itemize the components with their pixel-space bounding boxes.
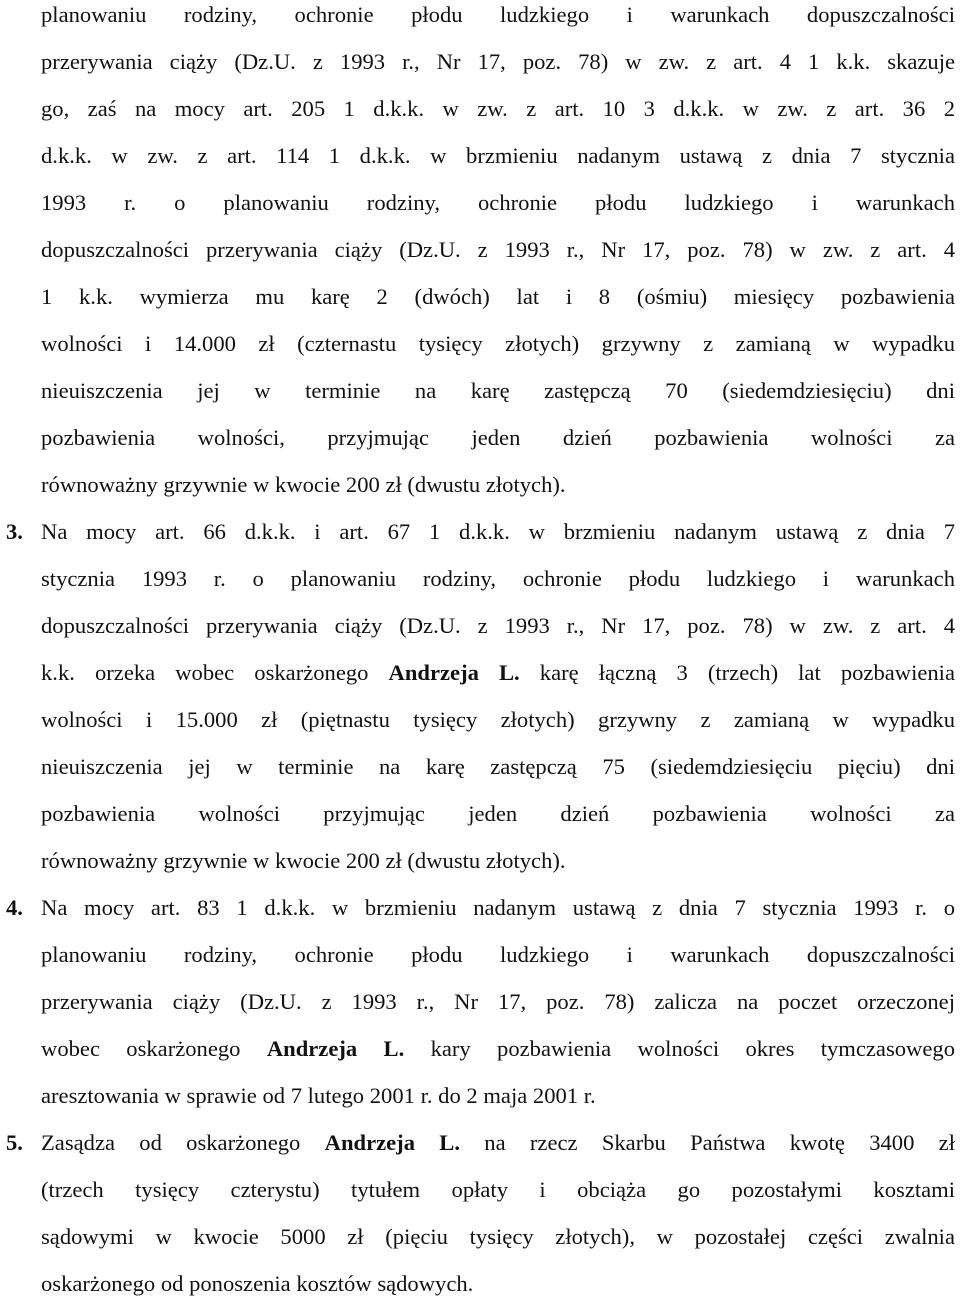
item-number: 3. [6,519,23,544]
text-line [41,1081,955,1111]
line-text: stycznia 1993 r. o planowaniu rodziny, ochronie płodu ludzkiego i warunkach [41,566,955,591]
text-line [41,329,955,359]
line-text: oskarżonego od ponoszenia kosztów sądowych. [41,1271,474,1296]
text-line [41,611,955,641]
line-text: wolności i 15.000 zł (piętnastu tysięcy złotych) grzywny z zamianą w wypadku [41,707,955,732]
line-text: Na mocy art. 83 1 d.k.k. w brzmieniu nadanym ustawą z dnia 7 stycznia 1993 r. o [41,895,955,920]
item-number: 5. [6,1130,23,1155]
text-line [41,987,955,1017]
line-text: równoważny grzywnie w kwocie 200 zł (dwustu złotych). [41,848,566,873]
text-line [41,658,955,688]
line-text: przerywania ciąży (Dz.U. z 1993 r., Nr 17, poz. 78) w zw. z art. 4 1 k.k. skazuje [41,49,955,74]
text-line [41,1222,955,1252]
text-line [41,1175,955,1205]
text-line [41,752,955,782]
line-text: pozbawienia wolności przyjmując jeden dzień pozbawienia wolności za [41,801,955,826]
text-line [41,1034,955,1064]
line-text: (trzech tysięcy czterystu) tytułem opłaty i obciąża go pozostałymi kosztami [41,1177,955,1202]
line-text: k.k. orzeka wobec oskarżonego [41,660,389,685]
text-line [41,141,955,171]
text-line [41,1128,955,1158]
text-line [41,564,955,594]
line-text: planowaniu rodziny, ochronie płodu ludzkiego i warunkach dopuszczalności [41,2,955,27]
text-line [41,94,955,124]
text-line [41,235,955,265]
text-line [41,799,955,829]
line-text: na rzecz Skarbu Państwa kwotę 3400 zł [460,1130,955,1155]
line-text: kary pozbawienia wolności okres tymczasowego [404,1036,955,1061]
text-line [41,517,955,547]
line-text: Zasądza od oskarżonego [41,1130,325,1155]
line-text: d.k.k. w zw. z art. 114 1 d.k.k. w brzmieniu nadanym ustawą z dnia 7 stycznia [41,143,955,168]
text-line [41,940,955,970]
line-text: 1 k.k. wymierza mu karę 2 (dwóch) lat i 8 (ośmiu) miesięcy pozbawienia [41,284,955,309]
line-text: pozbawienia wolności, przyjmując jeden dzień pozbawienia wolności za [41,425,955,450]
line-text: sądowymi w kwocie 5000 zł (pięciu tysięcy złotych), w pozostałej części zwalnia [41,1224,955,1249]
line-text: nieuiszczenia jej w terminie na karę zastępczą 75 (siedemdziesięciu pięciu) dni [41,754,955,779]
line-text: planowaniu rodziny, ochronie płodu ludzkiego i warunkach dopuszczalności [41,942,955,967]
line-text: nieuiszczenia jej w terminie na karę zastępczą 70 (siedemdziesięciu) dni [41,378,955,403]
line-text: dopuszczalności przerywania ciąży (Dz.U. z 1993 r., Nr 17, poz. 78) w zw. z art. 4 [41,613,955,638]
line-text: wolności i 14.000 zł (czternastu tysięcy złotych) grzywny z zamianą w wypadku [41,331,955,356]
item-number: 4. [6,895,23,920]
text-line [41,376,955,406]
text-line [41,846,955,876]
line-text: karę łączną 3 (trzech) lat pozbawienia [519,660,955,685]
text-line [41,893,955,923]
text-line [41,47,955,77]
text-line [41,423,955,453]
line-text: aresztowania w sprawie od 7 lutego 2001 r. do 2 maja 2001 r. [41,1083,596,1108]
text-line [41,282,955,312]
line-text: Na mocy art. 66 d.k.k. i art. 67 1 d.k.k. w brzmieniu nadanym ustawą z dnia 7 [41,519,955,544]
line-text: przerywania ciąży (Dz.U. z 1993 r., Nr 17, poz. 78) zalicza na poczet orzeczonej [41,989,955,1014]
text-line [41,188,955,218]
text-line [41,470,955,500]
line-text: równoważny grzywnie w kwocie 200 zł (dwustu złotych). [41,472,566,497]
text-line [41,705,955,735]
line-text: 1993 r. o planowaniu rodziny, ochronie płodu ludzkiego i warunkach [41,190,955,215]
defendant-name: Andrzeja L. [266,1036,405,1061]
text-line [41,1269,955,1299]
defendant-name: Andrzeja L. [388,660,520,685]
line-text: wobec oskarżonego [41,1036,267,1061]
text-line [41,0,955,30]
defendant-name: Andrzeja L. [324,1130,460,1155]
line-text: go, zaś na mocy art. 205 1 d.k.k. w zw. z art. 10 3 d.k.k. w zw. z art. 36 2 [41,96,955,121]
line-text: dopuszczalności przerywania ciąży (Dz.U. z 1993 r., Nr 17, poz. 78) w zw. z art. 4 [41,237,955,262]
